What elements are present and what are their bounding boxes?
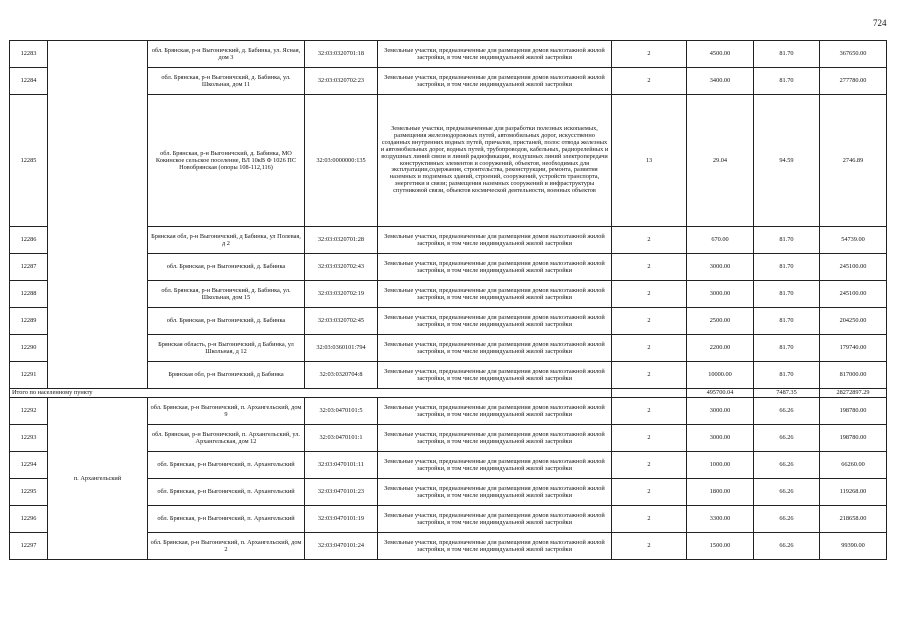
cadastral-value-table (9, 40, 887, 560)
use-group: 2 (612, 308, 687, 335)
land-purpose: Земельные участки, предназначенные для размещения домов малоэтажной жилой застройки, в том числе индивидуальной жилой застройки (378, 452, 612, 479)
cadastral-value: 204250.00 (820, 308, 887, 335)
cadastral-value: 245100.00 (820, 281, 887, 308)
use-group: 2 (612, 479, 687, 506)
cadastral-number: 32:03:0320702:23 (305, 68, 378, 95)
cadastral-number: 32:03:0470101:24 (305, 533, 378, 560)
row-number: 12297 (10, 533, 48, 560)
specific-value: 81.70 (754, 41, 820, 68)
cadastral-value: 277780.00 (820, 68, 887, 95)
land-purpose: Земельные участки, предназначенные для размещения домов малоэтажной жилой застройки, в том числе индивидуальной жилой застройки (378, 506, 612, 533)
use-group: 2 (612, 281, 687, 308)
area-value: 2500.00 (687, 308, 754, 335)
land-purpose: Земельные участки, предназначенные для размещения домов малоэтажной жилой застройки, в том числе индивидуальной жилой застройки (378, 254, 612, 281)
cadastral-value: 54739.00 (820, 227, 887, 254)
cadastral-number: 32:03:0320704:8 (305, 362, 378, 389)
use-group: 2 (612, 335, 687, 362)
cadastral-value: 245100.00 (820, 254, 887, 281)
table-row (10, 41, 887, 68)
row-number: 12285 (10, 95, 48, 227)
area-value: 1500.00 (687, 533, 754, 560)
area-value: 3400.00 (687, 68, 754, 95)
use-group: 2 (612, 425, 687, 452)
land-purpose: Земельные участки, предназначенные для размещения домов малоэтажной жилой застройки, в том числе индивидуальной жилой застройки (378, 479, 612, 506)
specific-value: 66.26 (754, 425, 820, 452)
row-number: 12290 (10, 335, 48, 362)
cadastral-value: 817000.00 (820, 362, 887, 389)
cadastral-value: 367650.00 (820, 41, 887, 68)
area-value: 29.04 (687, 95, 754, 227)
specific-value: 66.26 (754, 452, 820, 479)
cadastral-number: 32:03:0000000:135 (305, 95, 378, 227)
cadastral-number: 32:03:0320701:28 (305, 227, 378, 254)
row-number: 12287 (10, 254, 48, 281)
address-cell: Брянская обл, р-н Выгоничский, д Бабинка, ул Полевая, д 2 (148, 227, 305, 254)
cadastral-value: 179740.00 (820, 335, 887, 362)
cadastral-number: 32:03:0320702:43 (305, 254, 378, 281)
specific-value: 81.70 (754, 68, 820, 95)
land-purpose: Земельные участки, предназначенные для размещения домов малоэтажной жилой застройки, в том числе индивидуальной жилой застройки (378, 362, 612, 389)
address-cell: обл. Брянская, р-н Выгоничский, д. Бабинка, МО Кокинское сельское поселение, ВЛ 10кВ Ф 1026 ПС Новобрянская (опоры 108-112,116) (148, 95, 305, 227)
total-specific: 7487.35 (754, 389, 820, 398)
specific-value: 66.26 (754, 533, 820, 560)
address-cell: обл. Брянская, р-н Выгоничский, д. Бабинка, ул. Школьная, дом 15 (148, 281, 305, 308)
land-purpose: Земельные участки, предназначенные для размещения домов малоэтажной жилой застройки, в том числе индивидуальной жилой застройки (378, 41, 612, 68)
row-number: 12291 (10, 362, 48, 389)
land-purpose: Земельные участки, предназначенные для размещения домов малоэтажной жилой застройки, в том числе индивидуальной жилой застройки (378, 68, 612, 95)
specific-value: 81.70 (754, 254, 820, 281)
page-number: 724 (873, 18, 887, 28)
cadastral-value: 218658.00 (820, 506, 887, 533)
area-value: 3300.00 (687, 506, 754, 533)
row-number: 12295 (10, 479, 48, 506)
row-number: 12292 (10, 398, 48, 425)
cadastral-number: 32:03:0470101:19 (305, 506, 378, 533)
use-group: 2 (612, 506, 687, 533)
cadastral-value: 99390.00 (820, 533, 887, 560)
address-cell: обл. Брянская, р-н Выгоничский, д. Бабинка, ул. Ясная, дом 3 (148, 41, 305, 68)
address-cell: обл. Брянская, р-н Выгоничский, п. Архангельский (148, 479, 305, 506)
row-number: 12289 (10, 308, 48, 335)
cadastral-value: 66260.00 (820, 452, 887, 479)
cadastral-value: 2746.89 (820, 95, 887, 227)
address-cell: обл. Брянская, р-н Выгоничский, д. Бабинка, ул. Школьная, дом 11 (148, 68, 305, 95)
area-value: 3000.00 (687, 398, 754, 425)
land-purpose: Земельные участки, предназначенные для размещения домов малоэтажной жилой застройки, в том числе индивидуальной жилой застройки (378, 335, 612, 362)
use-group: 2 (612, 398, 687, 425)
use-group: 2 (612, 68, 687, 95)
specific-value: 66.26 (754, 479, 820, 506)
address-cell: обл. Брянская, р-н Выгоничский, п. Архангельский, ул. Архангельская, дом 12 (148, 425, 305, 452)
address-cell: обл. Брянская, р-н Выгоничский, д. Бабинка (148, 308, 305, 335)
specific-value: 94.59 (754, 95, 820, 227)
row-number: 12296 (10, 506, 48, 533)
row-number: 12283 (10, 41, 48, 68)
specific-value: 81.70 (754, 335, 820, 362)
specific-value: 81.70 (754, 362, 820, 389)
address-cell: обл. Брянская, р-н Выгоничский, п. Архангельский (148, 452, 305, 479)
total-label: Итого по населенному пункту (10, 389, 378, 398)
specific-value: 81.70 (754, 281, 820, 308)
specific-value: 81.70 (754, 227, 820, 254)
cadastral-value: 198780.00 (820, 398, 887, 425)
cadastral-value: 198780.00 (820, 425, 887, 452)
use-group: 2 (612, 227, 687, 254)
land-purpose: Земельные участки, предназначенные для размещения домов малоэтажной жилой застройки, в том числе индивидуальной жилой застройки (378, 425, 612, 452)
row-number: 12294 (10, 452, 48, 479)
use-group: 2 (612, 533, 687, 560)
area-value: 2200.00 (687, 335, 754, 362)
specific-value: 66.26 (754, 506, 820, 533)
area-value: 10000.00 (687, 362, 754, 389)
use-group: 2 (612, 41, 687, 68)
land-purpose: Земельные участки, предназначенные для разработки полезных ископаемых, размещения железнодорожных путей, автомобильных дорог, искусственно созданных внутренних водных путей, причалов, пристаней, полос отвода железных и автомобильных дорог, водных путей, трубопроводов, кабельных, радиорелейных и воздушных линий связи и линий радиофикации, воздушных линий электропередачи конструктивных элементов и сооружений, объектов, необходимых для эксплуатации,содержания, строительства, реконструкции, ремонта, развития наземных и подземных зданий, строений, сооружений, устройств транспорта, энергетики и связи; размещения наземных сооружений и инфраструктуры спутниковой связи, объектов космической деятельности, военных объектов (378, 95, 612, 227)
area-value: 670.00 (687, 227, 754, 254)
cadastral-number: 32:03:0320702:45 (305, 308, 378, 335)
row-number: 12293 (10, 425, 48, 452)
address-cell: обл. Брянская, р-н Выгоничский, п. Архангельский, дом 9 (148, 398, 305, 425)
table-row (10, 398, 887, 425)
use-group: 2 (612, 362, 687, 389)
cadastral-value: 119268.00 (820, 479, 887, 506)
row-number: 12284 (10, 68, 48, 95)
specific-value: 81.70 (754, 308, 820, 335)
address-cell: обл. Брянская, р-н Выгоничский, п. Архангельский, дом 2 (148, 533, 305, 560)
address-cell: обл. Брянская, р-н Выгоничский, п. Архангельский (148, 506, 305, 533)
locality-name: п. Архангельский (48, 398, 148, 560)
cadastral-number: 32:03:0320701:18 (305, 41, 378, 68)
total-area: 495700.04 (687, 389, 754, 398)
use-group: 13 (612, 95, 687, 227)
locality-total-row (10, 389, 887, 398)
area-value: 1800.00 (687, 479, 754, 506)
area-value: 3000.00 (687, 425, 754, 452)
land-purpose: Земельные участки, предназначенные для размещения домов малоэтажной жилой застройки, в том числе индивидуальной жилой застройки (378, 227, 612, 254)
use-group: 2 (612, 452, 687, 479)
total-value: 28272897.29 (820, 389, 887, 398)
cadastral-number: 32:03:0470101:11 (305, 452, 378, 479)
row-number: 12288 (10, 281, 48, 308)
cadastral-number: 32:03:0470101:1 (305, 425, 378, 452)
land-purpose: Земельные участки, предназначенные для размещения домов малоэтажной жилой застройки, в том числе индивидуальной жилой застройки (378, 398, 612, 425)
land-purpose: Земельные участки, предназначенные для размещения домов малоэтажной жилой застройки, в том числе индивидуальной жилой застройки (378, 308, 612, 335)
locality-cell (48, 41, 148, 389)
land-purpose: Земельные участки, предназначенные для размещения домов малоэтажной жилой застройки, в том числе индивидуальной жилой застройки (378, 533, 612, 560)
area-value: 3000.00 (687, 254, 754, 281)
address-cell: Брянская обл, р-н Выгоничский, д Бабинка (148, 362, 305, 389)
area-value: 3000.00 (687, 281, 754, 308)
use-group: 2 (612, 254, 687, 281)
specific-value: 66.26 (754, 398, 820, 425)
row-number: 12286 (10, 227, 48, 254)
area-value: 4500.00 (687, 41, 754, 68)
cadastral-number: 32:03:0470101:5 (305, 398, 378, 425)
area-value: 1000.00 (687, 452, 754, 479)
land-purpose: Земельные участки, предназначенные для размещения домов малоэтажной жилой застройки, в том числе индивидуальной жилой застройки (378, 281, 612, 308)
cadastral-number: 32:03:0470101:23 (305, 479, 378, 506)
address-cell: обл. Брянская, р-н Выгоничский, д. Бабинка (148, 254, 305, 281)
cadastral-number: 32:03:0320702:19 (305, 281, 378, 308)
address-cell: Брянская область, р-н Выгоничский, д Бабинка, ул Школьная, д 12 (148, 335, 305, 362)
cadastral-number: 32:03:0360101:794 (305, 335, 378, 362)
